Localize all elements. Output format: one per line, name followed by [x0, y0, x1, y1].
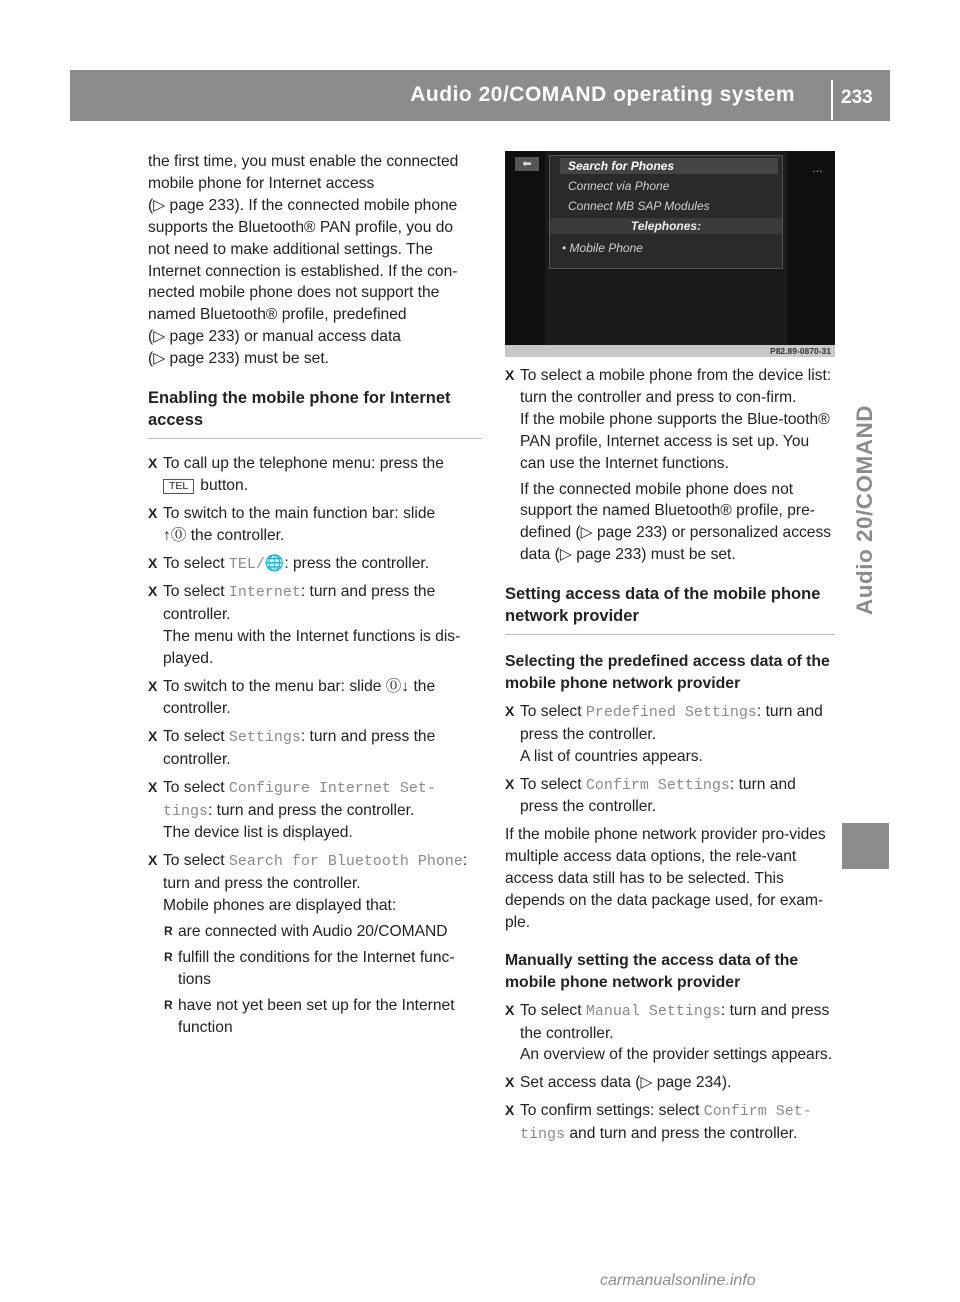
- step-confirm-settings: X To select Confirm Settings: turn and press the controller.: [505, 775, 796, 816]
- page-number: 233: [841, 87, 873, 108]
- step-menu-bar: X To switch to the menu bar: slide ⓪↓ the controller.: [148, 678, 436, 717]
- menu-item-search-bluetooth: Search for Bluetooth Phone: [228, 853, 463, 871]
- page-header: [70, 70, 890, 121]
- screen-right-panel: [787, 151, 835, 347]
- section-heading: Enabling the mobile phone for Internet access: [148, 388, 482, 439]
- menu-item-internet: Internet: [228, 584, 301, 602]
- step-marker-icon: X: [148, 678, 158, 695]
- watermark: carmanualsonline.info: [600, 1272, 756, 1289]
- side-tab: [842, 340, 888, 680]
- menu-item-tel: TEL/: [228, 555, 265, 573]
- screen-menu-item: Connect MB SAP Modules: [568, 199, 710, 213]
- right-column: [505, 151, 835, 1146]
- subsection-heading: Manually setting the access data of the mobile phone network provider: [505, 951, 799, 991]
- menu-item-confirm-settings: Confirm Settings: [585, 776, 730, 794]
- step-marker-icon: X: [148, 554, 158, 571]
- step-predefined-settings: X To select Predefined Settings: turn and press the controller. A list of countries appears.: [505, 702, 823, 765]
- step-configure-internet: X To select Configure Internet Set‐tings: turn and press the controller. The device list is displayed.: [148, 778, 436, 842]
- step-marker-icon: X: [148, 504, 158, 521]
- step-marker-icon: X: [505, 367, 515, 383]
- header-title: Audio 20/COMAND operating system: [410, 83, 795, 106]
- bullet-icon: R: [164, 950, 173, 964]
- intro-line: named Bluetooth® profile, predefined: [148, 306, 407, 324]
- intro-line: (▷ page 233) or manual access data: [148, 328, 401, 346]
- menu-item-confirm-settings: Confirm Set‐tings: [520, 1103, 812, 1144]
- list-item: R have not yet been set up for the Internet function: [164, 996, 455, 1036]
- step-marker-icon: X: [148, 583, 158, 600]
- screen-section-label: Telephones:: [550, 218, 782, 234]
- display-screenshot: [505, 151, 835, 357]
- step-marker-icon: X: [148, 852, 158, 869]
- side-marker: [842, 823, 889, 869]
- image-code: P82.89-0870-31: [770, 346, 831, 356]
- intro-line: supports the Bluetooth® PAN profile, you do: [148, 218, 454, 236]
- bullet-icon: R: [164, 997, 173, 1012]
- tel-key-icon: TEL: [163, 479, 194, 494]
- intro-paragraph: [148, 151, 482, 370]
- screen-menu-item: Search for Phones: [560, 158, 778, 174]
- intro-line: (▷ page 233). If the connected mobile phone: [148, 196, 458, 214]
- step-marker-icon: X: [505, 1001, 515, 1018]
- intro-line: the first time, you must enable the connected: [148, 153, 459, 170]
- more-icon: …: [812, 163, 823, 175]
- step-select-internet: X To select Internet: turn and press the controller. The menu with the Internet functions is dis-played.: [148, 583, 461, 668]
- screen-menu: [549, 155, 783, 269]
- menu-item-manual-settings: Manual Settings: [585, 1002, 721, 1020]
- screen-left-panel: [505, 151, 545, 347]
- step-search-bluetooth: X To select Search for Bluetooth Phone: turn and press the controller. Mobile phones are displayed that:: [148, 852, 468, 915]
- screen-caption-bar: [505, 345, 835, 357]
- menu-item-predefined-settings: Predefined Settings: [585, 703, 757, 721]
- step-manual-settings: X To select Manual Settings: turn and press the controller. An overview of the provider settings appears.: [505, 1001, 833, 1064]
- intro-line: mobile phone for Internet access: [148, 174, 375, 192]
- step-marker-icon: X: [505, 1074, 515, 1091]
- step-marker-icon: X: [505, 775, 515, 792]
- intro-line: (▷ page 233) must be set.: [148, 350, 330, 368]
- screen-menu-item: Connect via Phone: [568, 179, 670, 193]
- back-icon: ⬅: [515, 157, 539, 171]
- step-marker-icon: X: [505, 702, 515, 719]
- section-heading: Setting access data of the mobile phone network provider: [505, 584, 835, 635]
- intro-line: Internet connection is established. If the con-: [148, 262, 458, 280]
- bullet-icon: R: [164, 924, 173, 939]
- intro-line: nected mobile phone does not support the: [148, 284, 440, 302]
- globe-icon: 🌐: [264, 554, 285, 572]
- screen-phone-item: • Mobile Phone: [562, 241, 643, 255]
- menu-item-settings: Settings: [228, 728, 301, 746]
- step-main-function-bar: X To switch to the main function bar: slide ↑⓪ the controller.: [148, 504, 436, 544]
- step-marker-icon: X: [148, 727, 158, 744]
- menu-item-configure-internet: Configure Internet Set‐tings: [163, 779, 436, 820]
- side-tab-label: Audio 20/COMAND: [852, 405, 878, 615]
- step-marker-icon: X: [505, 1102, 515, 1119]
- step-select-phone: X To select a mobile phone from the device list: turn the controller and press to con-firm. If the mobile phone supports the Blue-tooth® PAN profile, Internet access is set up. You can use the Internet functions. If the connected mobile phone does not support the named Bluetooth® profile, pre-defined (▷ page 233) or personalized access data (▷ page 233) must be set.: [505, 367, 832, 564]
- list-item: R are connected with Audio 20/COMAND: [148, 921, 482, 943]
- step-confirm-settings-final: X To confirm settings: select Confirm Set‐tings and turn and press the controller.: [505, 1102, 812, 1144]
- intro-line: not need to make additional settings. The: [148, 240, 433, 258]
- step-marker-icon: X: [148, 778, 158, 795]
- step-marker-icon: X: [148, 454, 158, 471]
- left-column: [148, 151, 482, 1039]
- body-paragraph: If the mobile phone network provider pro-vides multiple access data options, the rele-vant access data still has to be selected. This depends on the data package used, for exam-ple.: [505, 826, 826, 931]
- list-item: R fulfill the conditions for the Internet func-tions: [164, 949, 455, 988]
- step-call-menu: X To call up the telephone menu: press the TEL button.: [148, 454, 444, 494]
- step-select-settings: X To select Settings: turn and press the controller.: [148, 727, 436, 768]
- step-set-access-data: X Set access data (▷ page 234).: [505, 1072, 835, 1094]
- step-select-tel: X To select TEL/🌐: press the controller.: [148, 554, 430, 573]
- subsection-heading: Selecting the predefined access data of the mobile phone network provider: [505, 652, 830, 692]
- header-divider: [831, 80, 833, 120]
